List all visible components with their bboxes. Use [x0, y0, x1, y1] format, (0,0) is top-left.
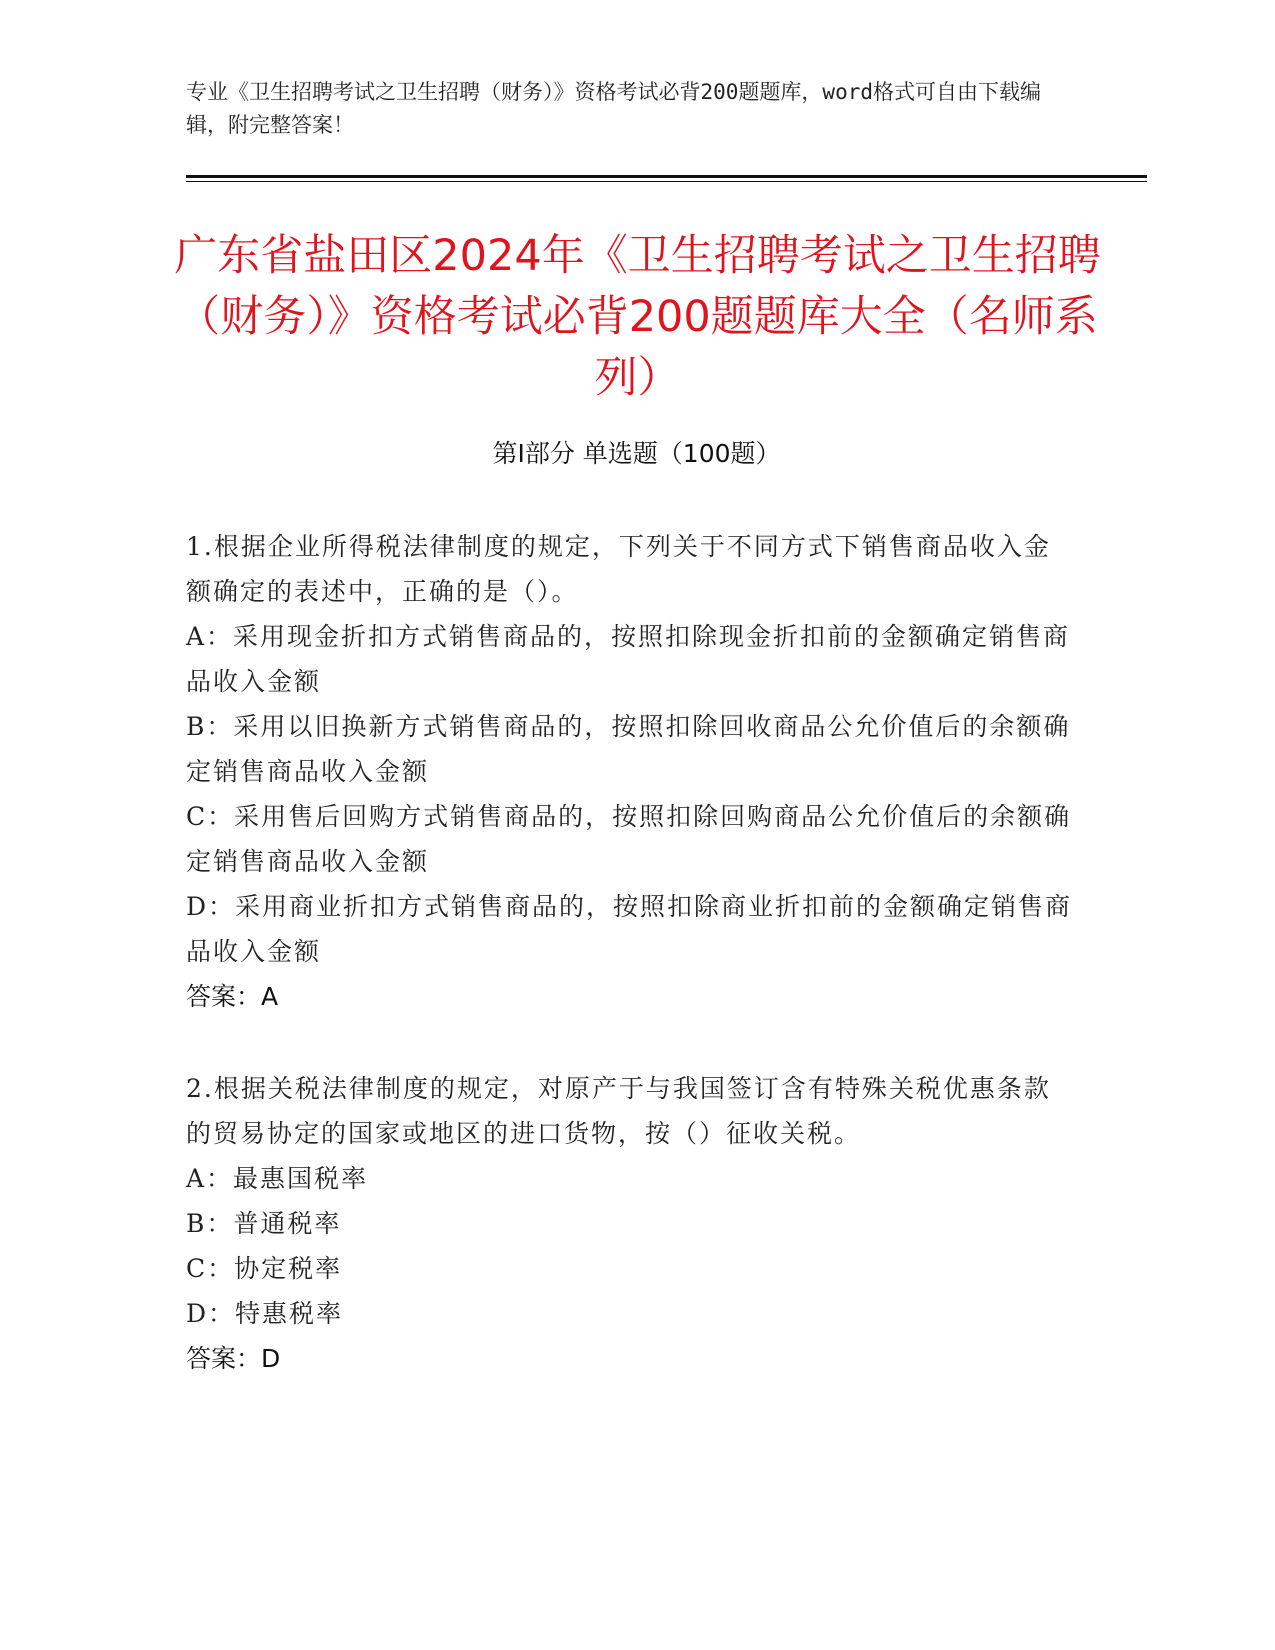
document-title: 广东省盐田区2024年《卫生招聘考试之卫生招聘（财务）》资格考试必背200题题库大全（名师系列）	[174, 231, 1101, 403]
section-title: 第I部分 单选题（100题）	[492, 439, 781, 468]
option-a: A：采用现金折扣方式销售商品的，按照扣除现金折扣前的金额确定销售商品收入金额	[186, 622, 1071, 696]
option-b: B：采用以旧换新方式销售商品的，按照扣除回收商品公允价值后的余额确定销售商品收入金额	[186, 712, 1071, 786]
option-a: A：最惠国税率	[186, 1164, 369, 1193]
question-1	[186, 524, 1076, 1019]
header-note: 专业《卫生招聘考试之卫生招聘（财务）》资格考试必背200题题库，word格式可自由下载编辑，附完整答案！	[186, 80, 1041, 137]
answer: 答案：D	[186, 1344, 281, 1373]
header-divider-thick	[186, 175, 1147, 178]
option-d: D：特惠税率	[186, 1299, 344, 1328]
option-d: D：采用商业折扣方式销售商品的，按照扣除商业折扣前的金额确定销售商品收入金额	[186, 892, 1073, 966]
question-stem: 1.根据企业所得税法律制度的规定，下列关于不同方式下销售商品收入金额确定的表述中，正确的是（）。	[186, 532, 1051, 606]
answer: 答案：A	[186, 982, 279, 1011]
option-c: C：协定税率	[186, 1254, 343, 1283]
option-b: B：普通税率	[186, 1209, 342, 1238]
header-divider-thin	[186, 181, 1147, 182]
question-stem: 2.根据关税法律制度的规定，对原产于与我国签订含有特殊关税优惠条款的贸易协定的国家或地区的进口货物，按（）征收关税。	[186, 1074, 1051, 1148]
option-c: C：采用售后回购方式销售商品的，按照扣除回购商品公允价值后的余额确定销售商品收入金额	[186, 802, 1072, 876]
question-2	[186, 1066, 1076, 1381]
